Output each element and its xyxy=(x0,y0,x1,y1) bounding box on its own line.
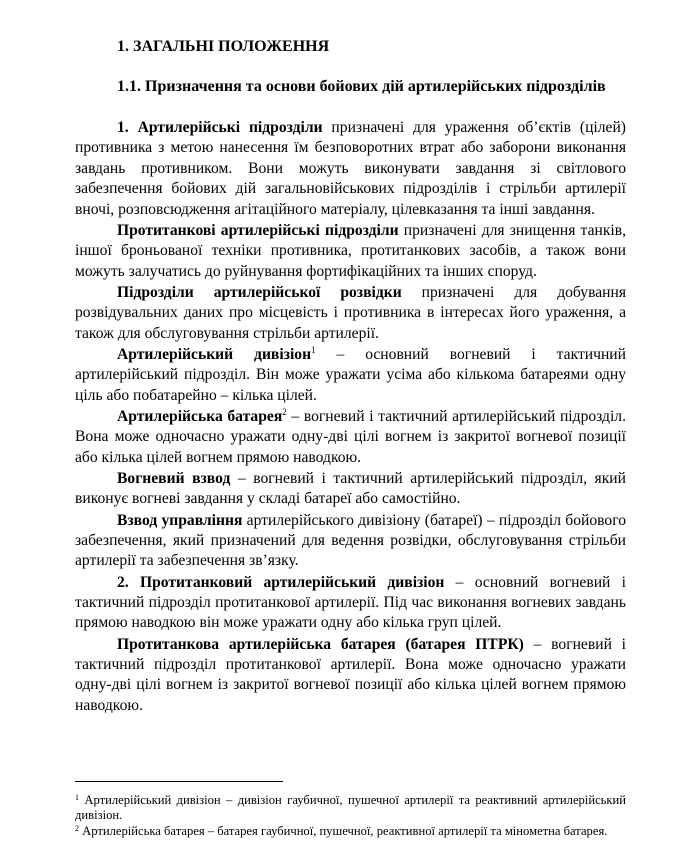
paragraph-1 xyxy=(75,118,626,220)
footnote-text: Артилерійський дивізіон – дивізіон гаубичної, пушечної артилерії та реактивний артилерійський дивізіон. xyxy=(75,793,626,822)
footnote-mark: 2 xyxy=(75,824,79,833)
footnote-ref: 2 xyxy=(282,406,287,417)
subsection-heading: 1.1. Призначення та основи бойових дій артилерійських підрозділів xyxy=(117,78,606,95)
footnote-2 xyxy=(75,824,626,839)
paragraph-text: – вогневий і тактичний артилерійський підрозділ. Вона може одночасно уражати одну-дві цілі вогнем із закритої вогневої позиції або кілька цілей вогнем прямою наводкою. xyxy=(75,407,626,466)
footnotes xyxy=(75,793,626,839)
paragraph-6 xyxy=(75,469,626,510)
paragraph-5 xyxy=(75,407,626,468)
footnote-mark: 1 xyxy=(75,793,79,802)
paragraph-3 xyxy=(75,283,626,344)
term: Взвод управління xyxy=(117,511,243,529)
term: Артилерійська батарея xyxy=(117,407,283,425)
paragraph-text: – основний вогневий і тактичний підрозділ протитанкової артилерії. Під час виконання вогневих завдань прямою наводкою він може уражати одну або кілька груп цілей. xyxy=(75,573,626,632)
term: Вогневий взвод xyxy=(117,469,231,487)
term: Протитанкові артилерійські підрозділи xyxy=(117,221,399,239)
footnote-divider xyxy=(75,781,283,782)
paragraph-text: призначені для знищення танків, іншої броньованої техніки противника, протитанкових засобів, а також вони можуть залучатись до руйнування фортифікаційних та інших споруд. xyxy=(75,221,627,280)
term: 1. Артилерійські підрозділи xyxy=(117,119,323,136)
paragraph-text: – вогневий і тактичний артилерійський підрозділ, який виконує вогневі завдання у складі батареї або самостійно. xyxy=(75,469,626,508)
paragraph-9 xyxy=(75,635,626,717)
footnote-ref: 1 xyxy=(311,344,316,355)
body-text xyxy=(75,118,626,716)
section-heading: 1. ЗАГАЛЬНІ ПОЛОЖЕННЯ xyxy=(117,38,330,55)
paragraph-text: артилерійського дивізіону (батареї) – підрозділ бойового забезпечення, який призначений для ведення розвідки, обслуговування стрільби артилерії та забезпечення зв’язку. xyxy=(75,511,626,570)
footnote-text: Артилерійська батарея – батарея гаубичної, пушечної, реактивної артилерії та мінометна батарея. xyxy=(79,824,608,838)
term: 2. Протитанковий артилерійський дивізіон xyxy=(117,573,445,591)
term: Артилерійський дивізіон xyxy=(117,345,312,363)
footnote-1 xyxy=(75,793,626,823)
paragraph-text: – основний вогневий і тактичний артилерійський підрозділ. Він може уражати усіма або кількома батареями одну ціль або побатарейно – кілька цілей. xyxy=(75,345,627,404)
paragraph-4 xyxy=(75,345,626,406)
term: Підрозділи артилерійської розвідки xyxy=(117,283,402,301)
term: Протитанкова артилерійська батарея (батарея ПТРК) xyxy=(117,635,524,653)
paragraph-8 xyxy=(75,573,626,634)
paragraph-text: – вогневий і тактичний підрозділ протитанкової артилерії. Вона може одночасно уражати одну-дві цілі вогнем із закритої вогневої позиції або кілька цілей вогнем прямою наводкою. xyxy=(75,635,626,714)
paragraph-2 xyxy=(75,221,626,282)
paragraph-text: призначені для добування розвідувальних даних про місцевість і противника в інтересах його ураження, а також для обслуговування стрільби артилерії. xyxy=(75,283,627,342)
paragraph-7 xyxy=(75,511,626,572)
paragraph-text: призначені для ураження об’єктів (цілей) противника з метою нанесення їм безповоротних втрат або заборони виконання завдань противником. Вони можуть виконувати завдання зі світлового забезпечення бойових дій загальновійськових підрозділів і стрільби артилерії вночі, розповсюдження агітаційного матеріалу, цілевказання та інші завдання. xyxy=(75,119,626,218)
